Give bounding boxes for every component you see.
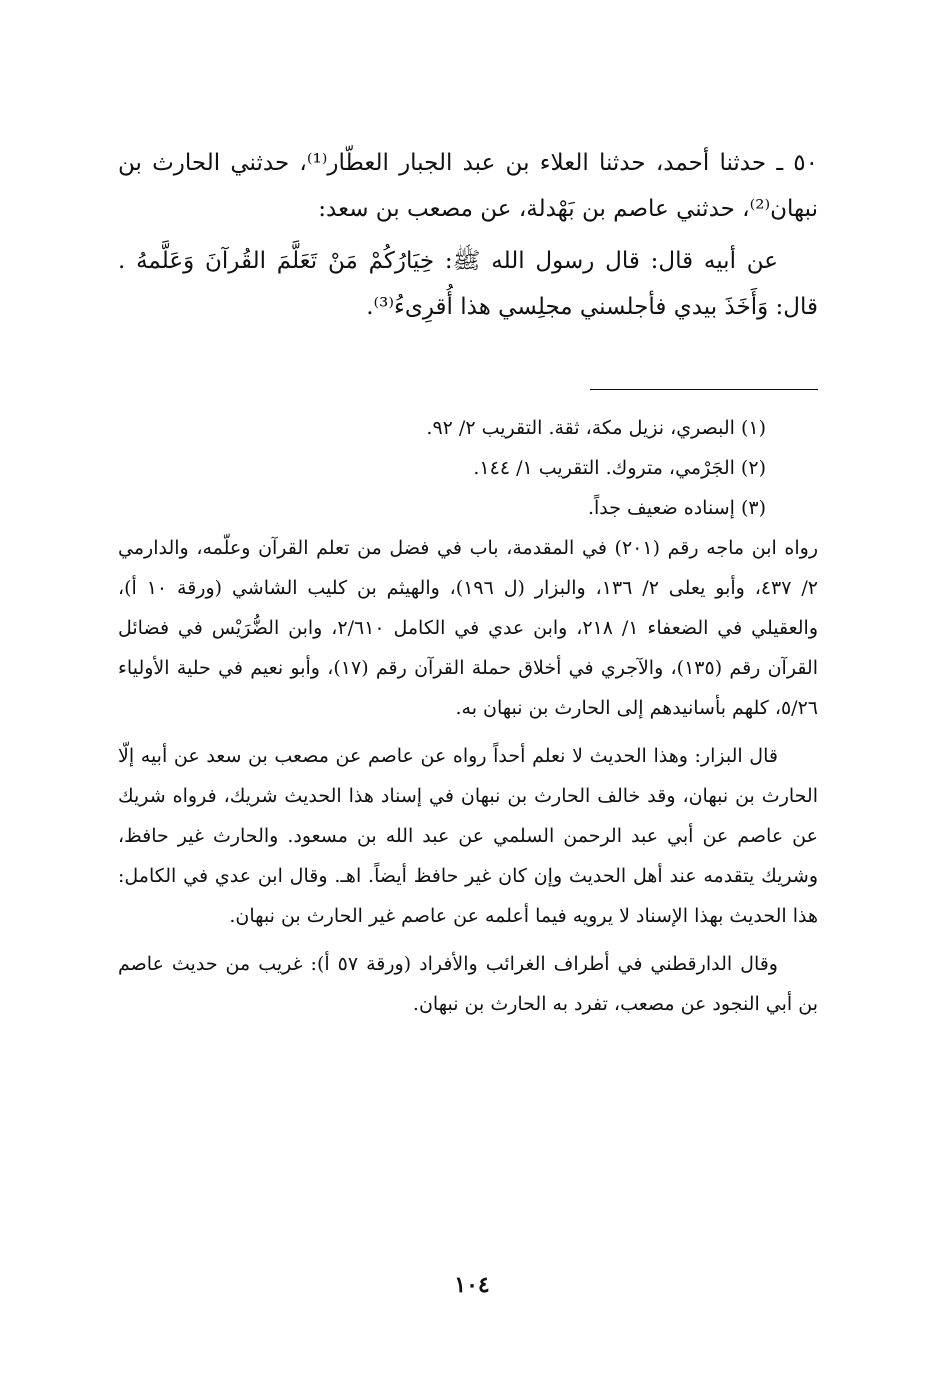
hadith-matn: عن أبيه قال: قال رسول الله ﷺ: خِيَارُكُمْ مَنْ تَعَلَّمَ القُرآنَ وَعَلَّمهُ . قال: وَأَخَذَ بيدي فأجلسني مجلِسي هذا أُقرِىءُ⁽³⁾.: [118, 248, 818, 320]
footnote-daraqutni-comment: وقال الدارقطني في أطراف الغرائب والأفراد (ورقة ٥٧ أ): غريب من حديث عاصم بن أبي النجود عن مصعب، تفرد به الحارث بن نبهان.: [118, 953, 818, 1015]
footnote-2: (٢) الجَرْمي، متروك. التقريب ١/ ١٤٤.: [473, 457, 766, 479]
footnote-1: (١) البصري، نزيل مكة، ثقة. التقريب ٢/ ٩٢.: [426, 417, 766, 439]
hadith-isnad: ٥٠ ـ حدثنا أحمد، حدثنا العلاء بن عبد الجبار العطّار⁽¹⁾، حدثني الحارث بن نبهان⁽²⁾، حدثني عاصم بن بَهْدلة، عن مصعب بن سعد:: [118, 150, 818, 222]
footnote-3: (٣) إسناده ضعيف جداً.: [587, 497, 766, 519]
hadith-text: [118, 140, 818, 330]
footnote-separator: [590, 389, 818, 390]
footnote-takhrij: رواه ابن ماجه رقم (٢٠١) في المقدمة، باب في فضل من تعلم القرآن وعلّمه، والدارمي ٢/ ٤٣٧، وأبو يعلى ٢/ ١٣٦، والبزار (ل ١٩٦)، والهيثم بن كليب الشاشي (ورقة ١٠ أ)، والعقيلي في الضعفاء ١/ ٢١٨، وابن عدي في الكامل ٢/٦١٠، وابن الضُّرَيْس في فضائل القرآن رقم (١٣٥)، والآجري في أخلاق حملة القرآن رقم (١٧)، وأبو نعيم في حلية الأولياء ٥/٢٦، كلهم بأسانيدهم إلى الحارث بن نبهان به.: [118, 537, 819, 719]
page-number: ١٠٤: [454, 1272, 490, 1298]
footnote-bazzar-comment: قال البزار: وهذا الحديث لا نعلم أحداً رواه عن عاصم عن مصعب بن سعد عن أبيه إلّا الحارث بن نبهان، وقد خالف الحارث بن نبهان في إسناد هذا الحديث شريك، فرواه شريك عن عاصم عن أبي عبد الرحمن السلمي عن عبد الله بن مسعود. والحارث غير حافظ، وشريك يتقدمه عند أهل الحديث وإن كان غير حافظ أيضاً. اهـ. وقال ابن عدي في الكامل: هذا الحديث بهذا الإسناد لا يرويه فيما أعلمه عن عاصم غير الحارث بن نبهان.: [118, 745, 818, 927]
footnotes: [118, 408, 818, 1024]
